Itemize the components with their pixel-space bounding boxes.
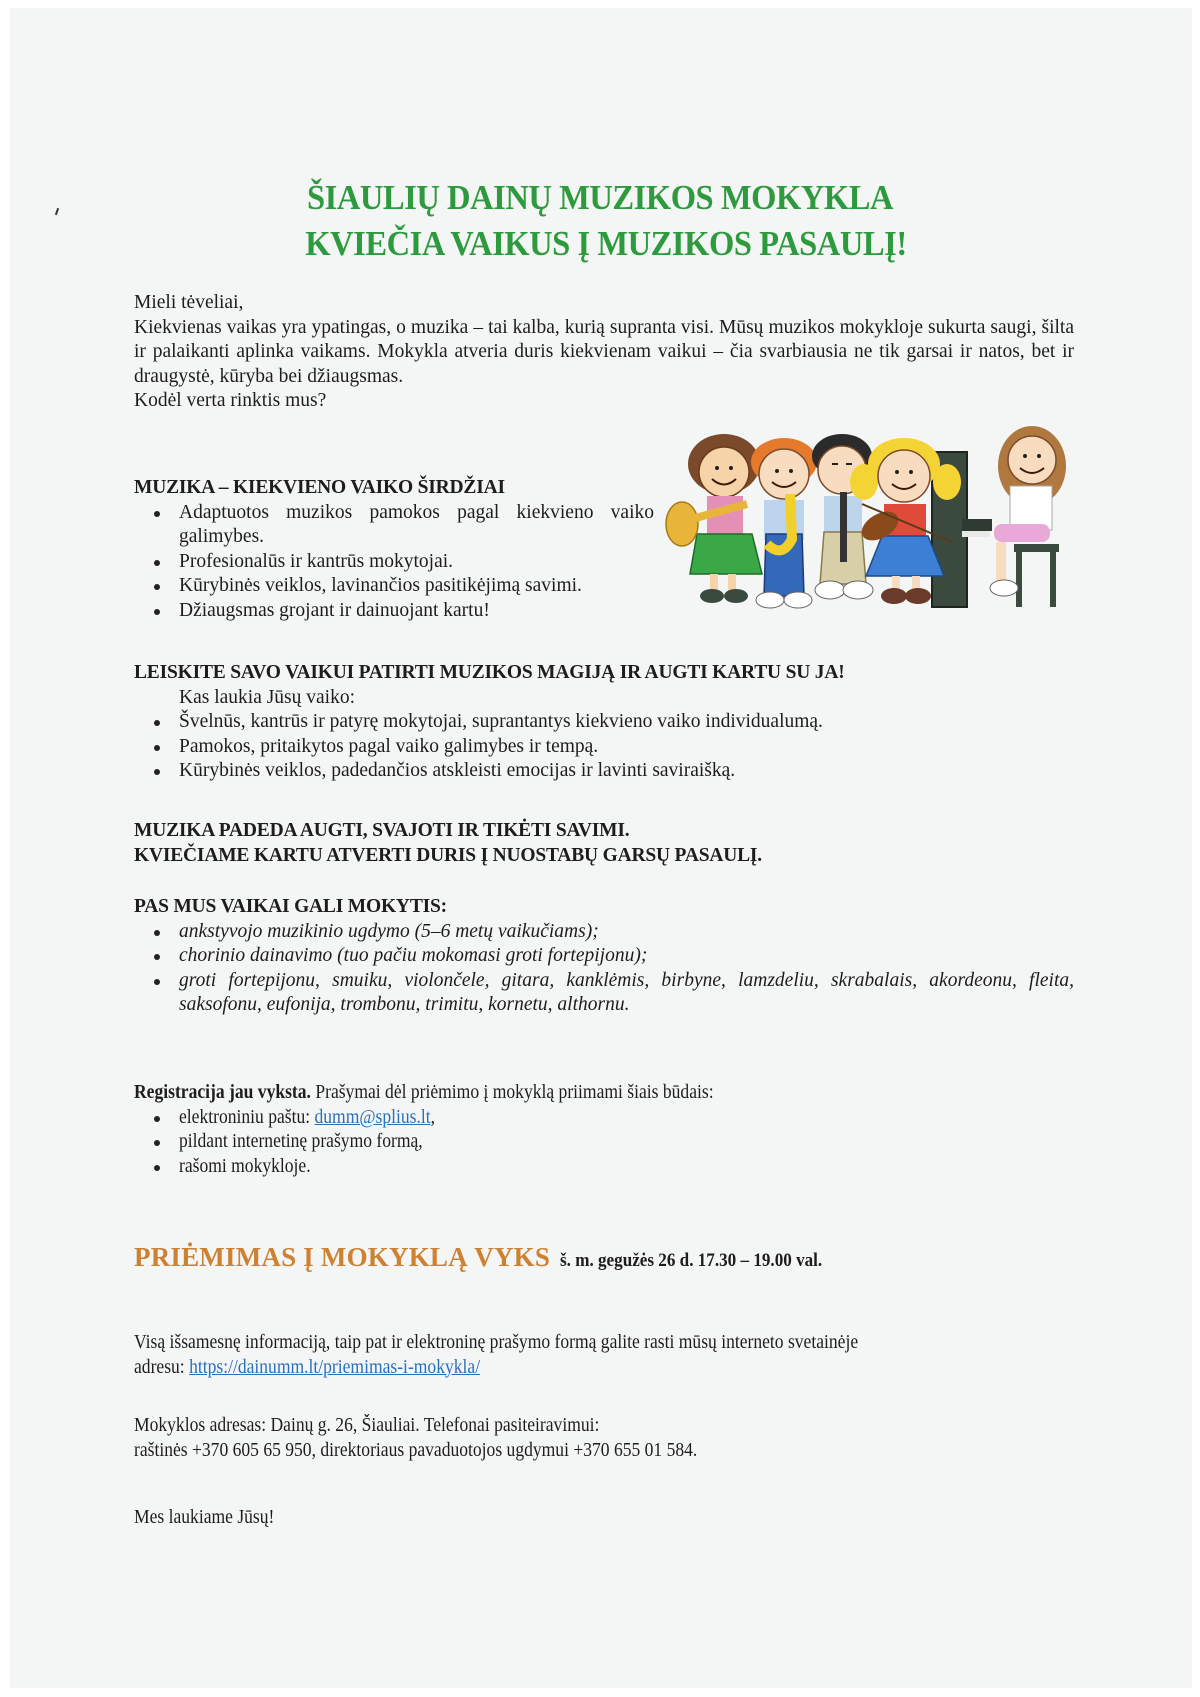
motto-section	[134, 819, 1074, 868]
list-item-text: pildant internetinę prašymo formą,	[179, 1131, 423, 1152]
page-title-line-2: KVIEČIA VAIKUS Į MUZIKOS PASAULĮ!	[305, 224, 907, 264]
contact-address: Mokyklos adresas: Dainų g. 26, Šiauliai. Telefonai pasiteiravimui:	[134, 1415, 600, 1436]
registration-lead	[134, 1081, 1074, 1106]
piano-stool-icon	[1014, 544, 1059, 607]
page-title-line-1: ŠIAULIŲ DAINŲ MUZIKOS MOKYKLA	[306, 178, 894, 218]
greeting: Mieli tėveliai,	[134, 292, 244, 313]
info-text-line-1: Visą išsamesnę informaciją, taip pat ir elektroninę prašymo formą galite rasti mūsų interneto svetainėje	[134, 1332, 859, 1353]
section-learn-list	[134, 920, 1074, 1018]
list-item: Pamokos, pritaikytos pagal vaiko galimybes ir tempą.	[134, 735, 1074, 760]
list-item: chorinio dainavimo (tuo pačiu mokomasi groti fortepijonu);	[134, 944, 1074, 969]
list-item	[134, 1130, 1074, 1155]
list-item: groti fortepijonu, smuiku, violončele, gitara, kanklėmis, birbyne, lamzdeliu, skrabalais, akordeonu, fleita, saksofonu, eufonija, trombonu, trimitu, kornetu, althornu.	[134, 969, 1074, 1018]
admission-banner	[134, 1242, 851, 1273]
motto-line-2: KVIEČIAME KARTU ATVERTI DURIS Į NUOSTABŲ GARSŲ PASAULĮ.	[134, 844, 762, 866]
contact-section	[134, 1414, 1034, 1463]
list-item	[134, 574, 654, 599]
list-item: Švelnūs, kantrūs ir patyrę mokytojai, suprantantys kiekvieno vaiko individualumą.	[134, 710, 1074, 735]
list-item	[134, 1106, 1074, 1131]
intro-paragraph: Kiekvienas vaikas yra ypatingas, o muzika – tai kalba, kurią supranta visi. Mūsų muzikos mokykloje sukurta saugi, šilta ir palaikanti aplinka vaikams. Mokykla atveria duris kiekvienam vaikui – čia svarbiausia ne tik garsai ir natos, bet ir draugystė, kūryba bei džiaugsmas.	[134, 316, 1074, 387]
section-magic-heading: LEISKITE SAVO VAIKUI PATIRTI MUZIKOS MAGIJĄ IR AUGTI KARTU SU JA!	[134, 662, 845, 683]
registration-section	[134, 1081, 1074, 1179]
child-saxophone-icon	[751, 438, 817, 608]
list-item-text: rašomi mokykloje.	[179, 1155, 311, 1177]
registration-lead-bold: Registracija jau vyksta.	[134, 1082, 311, 1103]
list-item	[134, 599, 654, 624]
intro-section	[134, 291, 1074, 414]
email-link[interactable]: dumm@splius.lt	[314, 1106, 431, 1128]
list-item-text: Džiaugsmas grojant ir dainuojant kartu!	[179, 599, 490, 621]
child-clarinet-icon	[812, 434, 873, 599]
motto-line-1: MUZIKA PADEDA AUGTI, SVAJOTI IR TIKĖTI SAVIMI.	[134, 820, 630, 841]
list-item: ankstyvojo muzikinio ugdymo (5–6 metų vaikučiams);	[134, 920, 1074, 945]
list-item-text: Kūrybinės veiklos, lavinančios pasitikėjimą savimi.	[179, 575, 582, 596]
registration-lead-rest: Prašymai dėl priėmimo į mokyklą priimami šiais būdais:	[310, 1082, 714, 1103]
list-item-text: Profesionalūs ir kantrūs mokytojai.	[179, 550, 454, 572]
list-item	[134, 550, 654, 575]
section-learn	[134, 895, 1074, 1018]
section-learn-heading: PAS MUS VAIKAI GALI MOKYTIS:	[134, 896, 447, 917]
section-magic-subheading: Kas laukia Jūsų vaiko:	[179, 686, 356, 708]
section-heart-list	[134, 501, 654, 624]
closing-section	[134, 1506, 734, 1531]
website-link[interactable]: https://dainumm.lt/priemimas-i-mokykla/	[189, 1356, 481, 1378]
email-suffix: ,	[430, 1106, 436, 1128]
section-magic	[134, 661, 1074, 784]
registration-list	[134, 1106, 1074, 1180]
children-playing-instruments-illustration	[662, 424, 1072, 614]
list-item	[134, 1155, 1074, 1180]
child-trumpet-icon	[666, 434, 762, 603]
contact-phones: raštinės +370 605 65 950, direktoriaus pavaduotojos ugdymui +370 655 01 584.	[134, 1439, 698, 1461]
email-prefix: elektroniniu paštu:	[179, 1106, 315, 1128]
list-item-text: Adaptuotos muzikos pamokos pagal kiekvieno vaiko galimybes.	[179, 501, 654, 547]
list-item: Kūrybinės veiklos, padedančios atskleisti emocijas ir lavinti saviraišką.	[134, 759, 1074, 784]
section-heart	[134, 476, 654, 623]
section-heart-heading: MUZIKA – KIEKVIENO VAIKO ŠIRDŽIAI	[134, 477, 505, 498]
admission-date-time: š. m. gegužės 26 d. 17.30 – 19.00 val.	[560, 1250, 823, 1271]
info-section	[134, 1331, 1074, 1380]
info-text-prefix: adresu:	[134, 1356, 190, 1378]
closing-text: Mes laukiame Jūsų!	[134, 1507, 275, 1528]
intro-question: Kodėl verta rinktis mus?	[134, 390, 327, 411]
section-magic-list	[134, 710, 1074, 784]
admission-headline: PRIĖMIMAS Į MOKYKLĄ VYKS	[134, 1242, 551, 1272]
list-item	[134, 501, 654, 550]
